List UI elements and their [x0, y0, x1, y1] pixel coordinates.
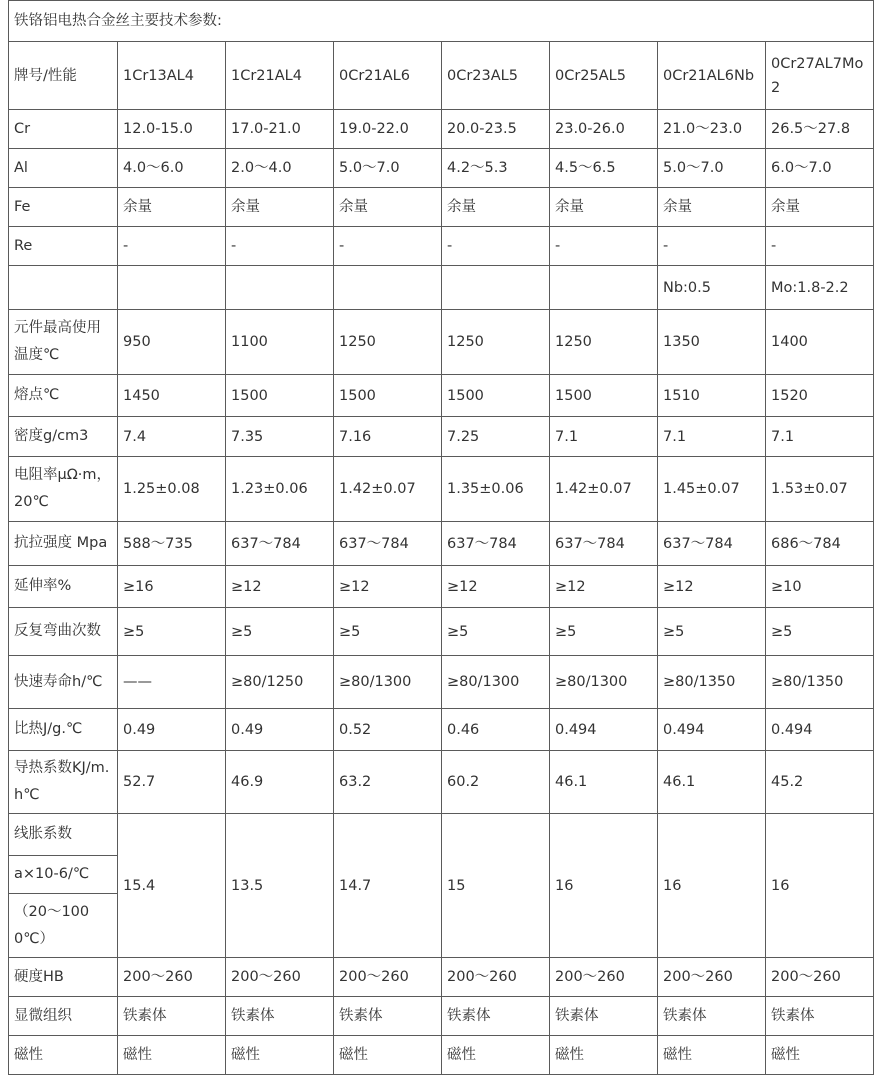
- table-cell: ≥5: [766, 608, 874, 656]
- table-row: [9, 566, 874, 608]
- table-row: [9, 751, 874, 814]
- row-label: （20～1000℃）: [9, 894, 118, 958]
- table-cell: ≥5: [118, 608, 226, 656]
- table-row: [9, 997, 874, 1036]
- table-cell: 磁性: [550, 1036, 658, 1075]
- table-cell: ≥10: [766, 566, 874, 608]
- row-label: 元件最高使用温度℃: [9, 310, 118, 375]
- table-cell: 6.0～7.0: [766, 149, 874, 188]
- table-cell: 23.0-26.0: [550, 110, 658, 149]
- table-cell: 1500: [226, 375, 334, 417]
- table-cell: 5.0～7.0: [334, 149, 442, 188]
- row-label: 反复弯曲次数: [9, 608, 118, 656]
- table-cell: ≥80/1250: [226, 656, 334, 709]
- row-label: [9, 266, 118, 310]
- table-cell: [118, 266, 226, 310]
- table-cell: 200～260: [226, 958, 334, 997]
- header-cell: 0Cr23AL5: [442, 42, 550, 110]
- table-cell: 1.35±0.06: [442, 457, 550, 522]
- row-label: 电阻率μΩ·m，20℃: [9, 457, 118, 522]
- row-label: 硬度HB: [9, 958, 118, 997]
- table-cell: 20.0-23.5: [442, 110, 550, 149]
- table-cell: [550, 266, 658, 310]
- table-cell: 磁性: [226, 1036, 334, 1075]
- table-row: [9, 958, 874, 997]
- table-cell: 16: [766, 814, 874, 958]
- table-row: [9, 149, 874, 188]
- table-cell: 686～784: [766, 522, 874, 566]
- table-cell: 7.4: [118, 417, 226, 457]
- table-cell: ≥12: [658, 566, 766, 608]
- header-cell: 0Cr21AL6Nb: [658, 42, 766, 110]
- table-cell: ≥80/1300: [550, 656, 658, 709]
- table-cell: ≥5: [550, 608, 658, 656]
- table-cell: 1.42±0.07: [334, 457, 442, 522]
- table-cell: 磁性: [118, 1036, 226, 1075]
- table-cell: 26.5～27.8: [766, 110, 874, 149]
- row-label: 抗拉强度 Mpa: [9, 522, 118, 566]
- table-cell: 46.1: [658, 751, 766, 814]
- table-cell: 637～784: [550, 522, 658, 566]
- table-cell: 1250: [442, 310, 550, 375]
- header-cell: 0Cr27AL7Mo2: [766, 42, 874, 110]
- table-cell: 13.5: [226, 814, 334, 958]
- table-row: [9, 110, 874, 149]
- table-cell: 637～784: [658, 522, 766, 566]
- table-cell: 7.1: [766, 417, 874, 457]
- table-row: [9, 608, 874, 656]
- table-cell: 7.1: [658, 417, 766, 457]
- table-cell: 0.494: [766, 709, 874, 751]
- table-cell: 铁素体: [766, 997, 874, 1036]
- row-label: 熔点℃: [9, 375, 118, 417]
- table-cell: 0.52: [334, 709, 442, 751]
- table-cell: 余量: [442, 188, 550, 227]
- table-cell: 21.0～23.0: [658, 110, 766, 149]
- row-label: 密度g/cm3: [9, 417, 118, 457]
- table-cell: 1510: [658, 375, 766, 417]
- table-row: [9, 375, 874, 417]
- table-cell: 15.4: [118, 814, 226, 958]
- table-cell: 1450: [118, 375, 226, 417]
- table-cell: 1520: [766, 375, 874, 417]
- table-row: [9, 266, 874, 310]
- row-label: 线胀系数: [9, 814, 118, 856]
- table-cell: 1.25±0.08: [118, 457, 226, 522]
- table-cell: 1100: [226, 310, 334, 375]
- table-cell: 1500: [442, 375, 550, 417]
- table-cell: 铁素体: [658, 997, 766, 1036]
- table-cell: 60.2: [442, 751, 550, 814]
- table-cell: 铁素体: [334, 997, 442, 1036]
- table-cell: -: [658, 227, 766, 266]
- table-cell: 7.16: [334, 417, 442, 457]
- table-cell: 63.2: [334, 751, 442, 814]
- header-cell: 牌号/性能: [9, 42, 118, 110]
- table-cell: 19.0-22.0: [334, 110, 442, 149]
- table-cell: 铁素体: [550, 997, 658, 1036]
- table-cell: 0.494: [658, 709, 766, 751]
- table-cell: 45.2: [766, 751, 874, 814]
- table-cell: 200～260: [766, 958, 874, 997]
- table-cell: [334, 266, 442, 310]
- table-cell: 余量: [226, 188, 334, 227]
- table-cell: 1250: [550, 310, 658, 375]
- table-cell: 200～260: [550, 958, 658, 997]
- table-row: [9, 457, 874, 522]
- table-cell: 46.1: [550, 751, 658, 814]
- table-cell: 1500: [334, 375, 442, 417]
- table-cell: 余量: [658, 188, 766, 227]
- table-cell: ≥5: [658, 608, 766, 656]
- table-cell: 余量: [550, 188, 658, 227]
- table-cell: 4.5～6.5: [550, 149, 658, 188]
- row-label: Fe: [9, 188, 118, 227]
- table-row: [9, 227, 874, 266]
- table-cell: 637～784: [226, 522, 334, 566]
- table-row: [9, 188, 874, 227]
- table-cell: 7.1: [550, 417, 658, 457]
- table-row: [9, 522, 874, 566]
- table-cell: 1500: [550, 375, 658, 417]
- table-cell: 磁性: [766, 1036, 874, 1075]
- table-cell: Nb:0.5: [658, 266, 766, 310]
- table-cell: ≥12: [226, 566, 334, 608]
- table-cell: 16: [550, 814, 658, 958]
- table-cell: 1.23±0.06: [226, 457, 334, 522]
- table-cell: ≥80/1350: [766, 656, 874, 709]
- table-cell: 2.0～4.0: [226, 149, 334, 188]
- table-row: [9, 1036, 874, 1075]
- table-cell: 4.0～6.0: [118, 149, 226, 188]
- table-cell: ≥12: [442, 566, 550, 608]
- table-cell: 7.25: [442, 417, 550, 457]
- table-cell: 0.49: [226, 709, 334, 751]
- table-cell: 1250: [334, 310, 442, 375]
- table-cell: ≥5: [334, 608, 442, 656]
- table-cell: 0.49: [118, 709, 226, 751]
- table-cell: 637～784: [334, 522, 442, 566]
- table-cell: -: [118, 227, 226, 266]
- header-cell: 1Cr13AL4: [118, 42, 226, 110]
- header-cell: 0Cr21AL6: [334, 42, 442, 110]
- table-cell: 637～784: [442, 522, 550, 566]
- table-cell: 5.0～7.0: [658, 149, 766, 188]
- table-row: [9, 417, 874, 457]
- table-cell: 1400: [766, 310, 874, 375]
- table-cell: 588～735: [118, 522, 226, 566]
- header-cell: 0Cr25AL5: [550, 42, 658, 110]
- table-header-row: [9, 42, 874, 110]
- table-cell: 0.46: [442, 709, 550, 751]
- table-cell: 铁素体: [226, 997, 334, 1036]
- row-label: 磁性: [9, 1036, 118, 1075]
- table-cell: 200～260: [334, 958, 442, 997]
- table-row: [9, 310, 874, 375]
- table-cell: -: [766, 227, 874, 266]
- table-row: [9, 814, 874, 856]
- table-cell: 磁性: [334, 1036, 442, 1075]
- table-cell: 余量: [118, 188, 226, 227]
- table-row: [9, 656, 874, 709]
- table-cell: ≥16: [118, 566, 226, 608]
- table-cell: ≥80/1350: [658, 656, 766, 709]
- table-cell: 1.42±0.07: [550, 457, 658, 522]
- table-cell: 4.2～5.3: [442, 149, 550, 188]
- table-cell: 17.0-21.0: [226, 110, 334, 149]
- table-cell: 200～260: [442, 958, 550, 997]
- table-cell: -: [442, 227, 550, 266]
- table-cell: Mo:1.8-2.2: [766, 266, 874, 310]
- row-label: 比热J/g.℃: [9, 709, 118, 751]
- row-label: Re: [9, 227, 118, 266]
- row-label: a×10-6/℃: [9, 856, 118, 894]
- table-cell: 余量: [766, 188, 874, 227]
- table-cell: 16: [658, 814, 766, 958]
- table-cell: 余量: [334, 188, 442, 227]
- row-label: Al: [9, 149, 118, 188]
- table-cell: 12.0-15.0: [118, 110, 226, 149]
- table-cell: ≥12: [550, 566, 658, 608]
- table-cell: -: [334, 227, 442, 266]
- table-cell: 1.53±0.07: [766, 457, 874, 522]
- table-cell: 7.35: [226, 417, 334, 457]
- table-cell: 14.7: [334, 814, 442, 958]
- table-cell: ≥12: [334, 566, 442, 608]
- alloy-spec-table: [8, 0, 874, 1075]
- table-cell: 950: [118, 310, 226, 375]
- table-cell: ≥80/1300: [334, 656, 442, 709]
- table-cell: 46.9: [226, 751, 334, 814]
- table-cell: 0.494: [550, 709, 658, 751]
- table-cell: 52.7: [118, 751, 226, 814]
- table-cell: 15: [442, 814, 550, 958]
- table-cell: ≥5: [226, 608, 334, 656]
- row-label: 延伸率%: [9, 566, 118, 608]
- table-cell: 铁素体: [442, 997, 550, 1036]
- table-cell: 200～260: [118, 958, 226, 997]
- table-cell: -: [226, 227, 334, 266]
- table-cell: 铁素体: [118, 997, 226, 1036]
- table-cell: 1.45±0.07: [658, 457, 766, 522]
- header-cell: 1Cr21AL4: [226, 42, 334, 110]
- table-cell: 200～260: [658, 958, 766, 997]
- row-label: Cr: [9, 110, 118, 149]
- table-cell: 磁性: [442, 1036, 550, 1075]
- table-cell: ≥5: [442, 608, 550, 656]
- table-cell: 1350: [658, 310, 766, 375]
- row-label: 导热系数KJ/m.h℃: [9, 751, 118, 814]
- table-title: 铁铬铝电热合金丝主要技术参数:: [9, 1, 874, 42]
- table-cell: ≥80/1300: [442, 656, 550, 709]
- table-cell: [226, 266, 334, 310]
- row-label: 显微组织: [9, 997, 118, 1036]
- row-label: 快速寿命h/℃: [9, 656, 118, 709]
- table-row: [9, 709, 874, 751]
- table-cell: ——: [118, 656, 226, 709]
- table-cell: [442, 266, 550, 310]
- table-cell: -: [550, 227, 658, 266]
- table-cell: 磁性: [658, 1036, 766, 1075]
